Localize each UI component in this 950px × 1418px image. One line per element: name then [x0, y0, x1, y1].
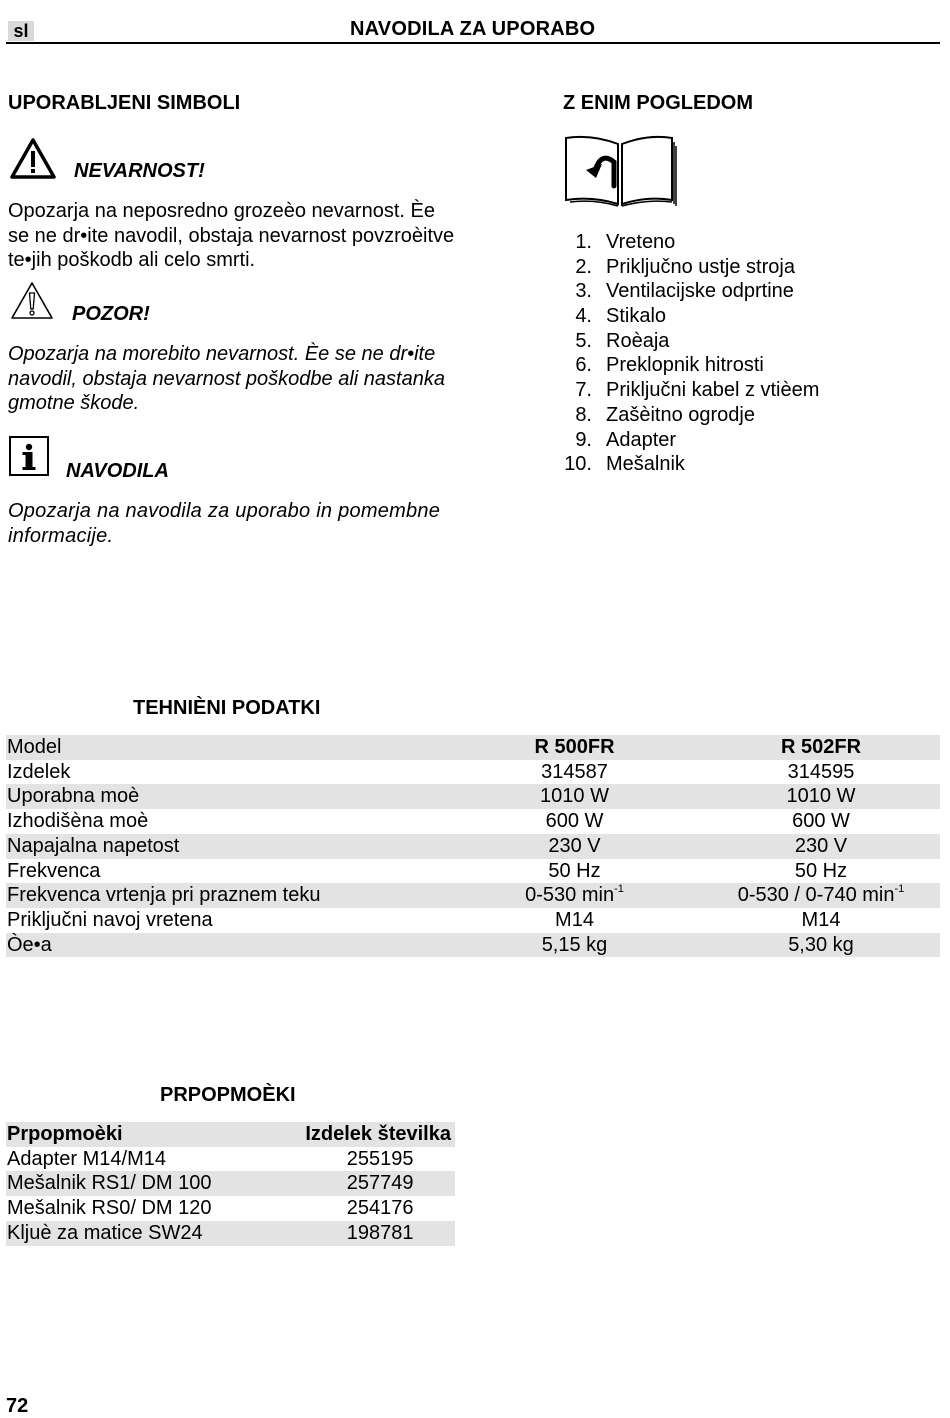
danger-text: Opozarja na neposredno grozeèo nevarnost. Èe se ne dr•ite navodil, obstaja nevarnost povzroèitve te•jih poškodb ali celo smrti.: [8, 200, 455, 272]
accessories-section-title: PRPOPMOÈKI: [160, 1084, 296, 1106]
warning-triangle-thin-icon: [10, 281, 54, 321]
list-item: 1. Vreteno: [575, 231, 676, 253]
table-row: Òe•a 5,15 kg 5,30 kg: [6, 933, 940, 958]
page-number: 72: [6, 1395, 29, 1417]
table-row: Frekvenca vrtenja pri praznem teku 0-530 $\min^{-1}$ 0-530 / 0-740 $\min^{-1}$: [6, 883, 940, 908]
warning-triangle-bold-icon: [10, 137, 56, 179]
table-row: Model R 500FR R 502FR: [6, 735, 940, 760]
table-row: Frekvenca 50 Hz 50 Hz: [7, 859, 848, 882]
tech-data-table: [6, 735, 940, 957]
language-badge: sl: [8, 21, 34, 41]
table-row: Adapter M14/M14 255195: [7, 1147, 414, 1170]
table-row: Izhodišèna moè 600 W 600 W: [7, 810, 850, 833]
list-item: 9. Adapter: [575, 428, 677, 451]
table-row: Prpopmoèki Izdelek številka: [6, 1122, 455, 1147]
caution-text: Opozarja na morebito nevarnost. Èe se ne dr•ite navodil, obstaja nevarnost poškodbe ali nastanka gmotne škode.: [8, 343, 445, 415]
info-box-icon: [9, 436, 49, 476]
table-row: Uporabna moè 1010 W 1010 W: [6, 784, 940, 809]
list-item: 6. Preklopnik hitrosti: [575, 354, 764, 377]
list-item: 7. Priključni kabel z vtièem: [575, 379, 820, 402]
overview-section-title: Z ENIM POGLEDOM: [563, 92, 753, 114]
table-row: Mešalnik RS0/ DM 120 254176: [7, 1197, 414, 1220]
table-row: Izdelek 314587 314595: [7, 760, 855, 783]
page-header-title: NAVODILA ZA UPORABO: [350, 18, 596, 40]
open-book-icon: [562, 134, 680, 210]
list-item: 10. Mešalnik: [564, 453, 685, 476]
caution-label: POZOR!: [72, 303, 150, 325]
table-row: Mešalnik RS1/ DM 100 257749: [6, 1171, 455, 1196]
list-item: 4. Stikalo: [575, 305, 667, 328]
list-item: 8. Zašèitno ogrodje: [575, 403, 755, 426]
table-row: Kljuè za matice SW24 198781: [6, 1221, 455, 1246]
symbols-section-title: UPORABLJENI SIMBOLI: [8, 92, 241, 114]
list-item: 5. Roèaja: [575, 329, 670, 352]
info-label: NAVODILA: [66, 460, 169, 482]
danger-label: NEVARNOST!: [74, 160, 205, 182]
tech-section-title: TEHNIÈNI PODATKI: [133, 697, 321, 719]
parts-list: [560, 230, 820, 477]
list-item: 3. Ventilacijske odprtine: [575, 280, 794, 303]
accessories-table: [6, 1122, 455, 1246]
table-row: Napajalna napetost 230 V 230 V: [6, 834, 940, 859]
table-row: Priključni navoj vretena M14 M14: [7, 908, 841, 931]
header-divider: [6, 42, 940, 44]
info-text: Opozarja na navodila za uporabo in pomembne informacije.: [8, 500, 441, 547]
list-item: 2. Priključno ustje stroja: [575, 255, 795, 278]
